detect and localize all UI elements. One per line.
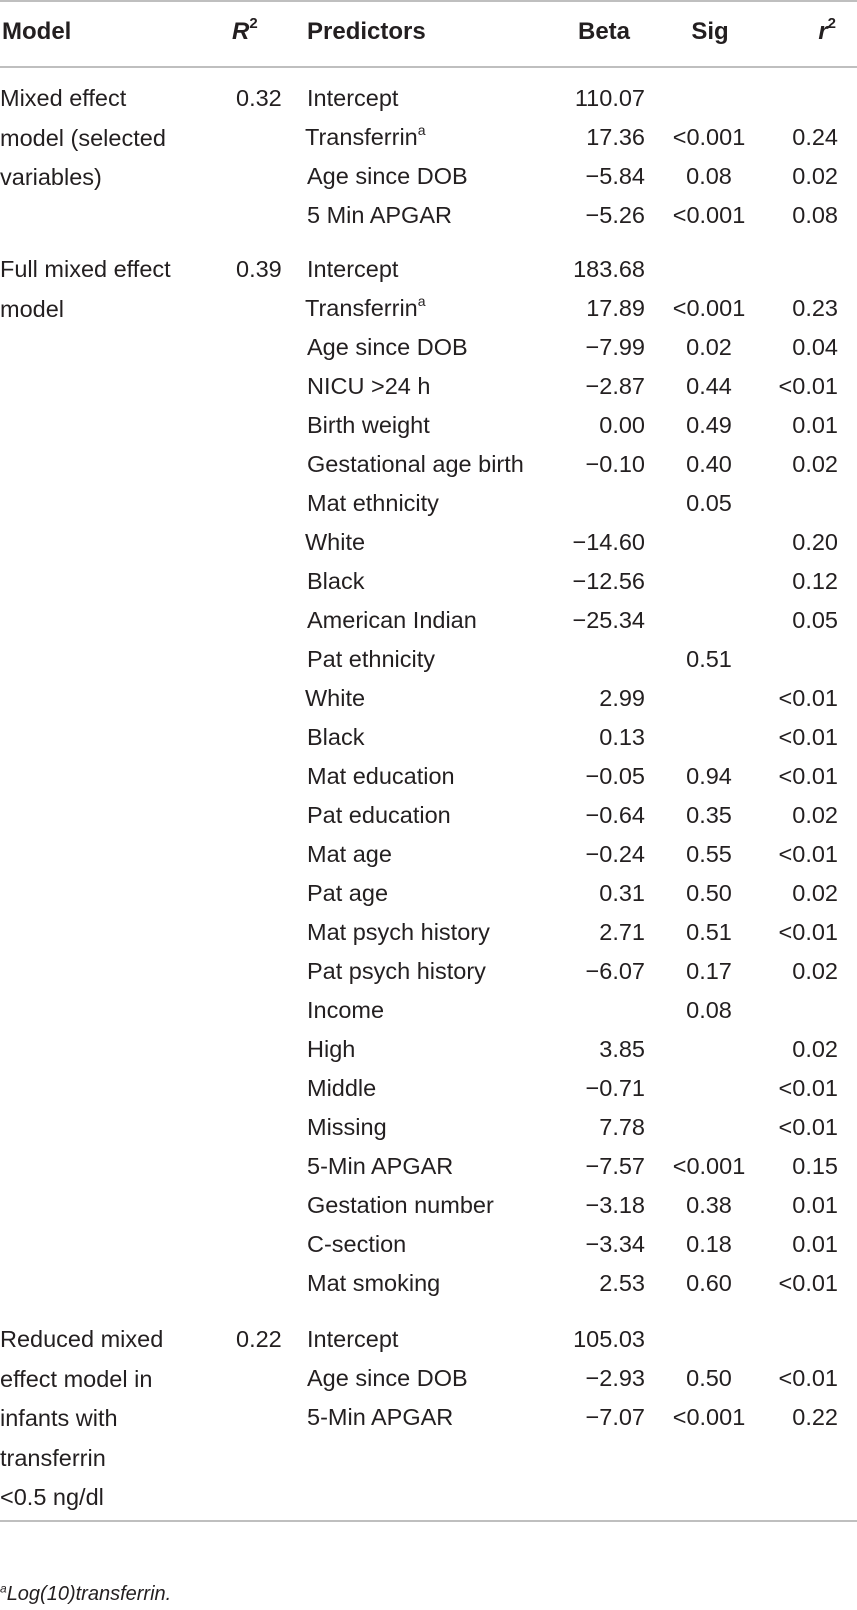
predictor-cell (307, 1265, 440, 1301)
predictor-cell (305, 680, 365, 716)
sig-cell: 0.02 (686, 334, 732, 360)
r-squared-cell: 0.02 (792, 451, 838, 477)
beta-cell: −7.57 (585, 1153, 645, 1179)
predictor-label: Age since DOB (307, 1365, 468, 1391)
beta-cell: 183.68 (573, 256, 645, 282)
sig-cell: 0.94 (686, 763, 732, 789)
r-squared-cell: 0.04 (792, 334, 838, 360)
predictor-cell (307, 992, 384, 1028)
r-squared-cell: 0.12 (792, 568, 838, 594)
beta-cell: −0.71 (585, 1075, 645, 1101)
predictor-cell (307, 914, 490, 950)
r-squared-cell: 0.22 (792, 1404, 838, 1430)
predictor-label: Gestation number (307, 1192, 494, 1218)
r-squared-cell: <0.01 (778, 1365, 838, 1391)
r-squared-cell: 0.02 (792, 1036, 838, 1062)
sig-cell (655, 524, 763, 560)
predictor-label: High (307, 1036, 356, 1062)
predictor-cell (307, 1031, 355, 1067)
beta-cell: 7.78 (599, 1114, 645, 1140)
model-name (0, 79, 225, 198)
predictor-cell (307, 602, 477, 638)
beta-cell: −2.93 (585, 1365, 645, 1391)
header-r-squared: $R^2$ (232, 15, 258, 45)
predictor-label: Pat ethnicity (307, 646, 436, 672)
model-r-squared: 0.22 (236, 1326, 282, 1352)
predictor-label: Mat age (307, 841, 392, 867)
predictor-label: NICU >24 h (307, 373, 431, 399)
beta-cell: 17.36 (586, 124, 645, 150)
beta-cell: 105.03 (573, 1326, 645, 1352)
beta-cell: −0.64 (585, 802, 645, 828)
predictor-cell (307, 1360, 468, 1396)
beta-cell: 17.89 (586, 295, 645, 321)
predictor-label: Birth weight (307, 412, 430, 438)
beta-cell: −25.34 (572, 607, 645, 633)
predictor-cell (305, 290, 426, 326)
sig-cell: 0.50 (686, 1365, 732, 1391)
sig-cell: 0.40 (686, 451, 732, 477)
header-small-r-squared: $r^2$ (818, 15, 836, 45)
model-name-line: effect model in (0, 1365, 153, 1392)
predictor-cell (307, 797, 451, 833)
predictor-cell (307, 1226, 406, 1262)
beta-cell: 0.31 (599, 880, 645, 906)
predictor-cell (307, 1187, 494, 1223)
predictor-cell (307, 953, 486, 989)
beta-cell (530, 485, 645, 521)
r-squared-cell (760, 1321, 838, 1357)
predictor-label: 5-Min APGAR (307, 1153, 454, 1179)
model-name-line: transferrin (0, 1444, 106, 1471)
r-squared-cell: <0.01 (778, 763, 838, 789)
sig-cell (655, 1321, 763, 1357)
predictor-cell (307, 446, 524, 482)
sig-cell: 0.05 (686, 490, 732, 516)
predictor-cell (307, 1070, 376, 1106)
sig-cell: 0.44 (686, 373, 732, 399)
r-squared-cell (760, 641, 838, 677)
top-rule (0, 0, 857, 2)
predictor-label: Age since DOB (307, 334, 468, 360)
predictor-label: Intercept (307, 1326, 399, 1352)
predictor-label: American Indian (307, 607, 477, 633)
sig-cell (655, 251, 763, 287)
predictor-label: Pat education (307, 802, 451, 828)
predictor-label: Intercept (307, 85, 399, 111)
sig-cell: 0.55 (686, 841, 732, 867)
sig-cell: <0.001 (672, 295, 746, 321)
predictor-label: Mat education (307, 763, 455, 789)
model-name-line: <0.5 ng/dl (0, 1484, 104, 1510)
predictor-label: Pat psych history (307, 958, 486, 984)
r-squared-cell: 0.24 (792, 124, 838, 150)
beta-cell: −0.10 (585, 451, 645, 477)
header-model: Model (2, 18, 72, 45)
header-predictors: Predictors (307, 18, 426, 45)
predictor-cell (307, 1109, 387, 1145)
r-squared-cell: 0.01 (792, 1231, 838, 1257)
predictor-label: White (305, 685, 366, 711)
r-squared-cell: <0.01 (778, 841, 838, 867)
predictor-label: Pat age (307, 880, 389, 906)
beta-cell: 2.99 (599, 685, 645, 711)
r-squared-cell (760, 80, 838, 116)
r-squared-cell: 0.15 (792, 1153, 838, 1179)
beta-cell (530, 992, 645, 1028)
beta-cell: 3.85 (599, 1036, 645, 1062)
predictor-cell (307, 641, 435, 677)
r-squared-cell: 0.08 (792, 202, 838, 228)
model-name-line: model (0, 295, 65, 322)
bottom-rule (0, 1520, 857, 1522)
r-squared-cell: 0.05 (792, 607, 838, 633)
beta-cell: −6.07 (585, 958, 645, 984)
sig-cell: <0.001 (672, 124, 746, 150)
predictor-cell (307, 875, 388, 911)
predictor-cell (307, 1148, 453, 1184)
beta-cell: −7.99 (585, 334, 645, 360)
beta-cell: −7.07 (585, 1404, 645, 1430)
predictor-label: White (305, 529, 366, 555)
footnote-marker: a (417, 122, 426, 139)
predictor-label: Transferrin (305, 295, 418, 321)
r-squared-cell: 0.02 (792, 163, 838, 189)
beta-cell: 2.71 (599, 919, 645, 945)
footnote-marker: a (417, 293, 426, 310)
beta-cell: −12.56 (572, 568, 645, 594)
predictor-cell (307, 563, 364, 599)
predictor-label: Gestational age birth (307, 451, 524, 477)
predictor-label: Mat smoking (307, 1270, 441, 1296)
model-r-squared: 0.39 (236, 256, 282, 282)
predictor-label: C-section (307, 1231, 407, 1257)
predictor-cell (307, 719, 364, 755)
beta-cell: −5.26 (585, 202, 645, 228)
predictor-label: Age since DOB (307, 163, 468, 189)
predictor-cell (305, 119, 426, 155)
predictor-cell (307, 1321, 398, 1357)
beta-cell: 2.53 (599, 1270, 645, 1296)
r-squared-cell: <0.01 (778, 724, 838, 750)
predictor-label: 5 Min APGAR (307, 202, 452, 228)
predictor-label: 5-Min APGAR (307, 1404, 454, 1430)
predictor-label: Middle (307, 1075, 377, 1101)
r-squared-cell (760, 251, 838, 287)
sig-cell: 0.49 (686, 412, 732, 438)
r-squared-cell: <0.01 (778, 373, 838, 399)
sig-cell: 0.60 (686, 1270, 732, 1296)
model-name-line: Reduced mixed (0, 1326, 164, 1352)
r-squared-cell: 0.02 (792, 802, 838, 828)
r-squared-cell (760, 992, 838, 1028)
model-r-squared: 0.32 (236, 85, 282, 111)
predictor-cell (307, 80, 398, 116)
beta-cell: −5.84 (585, 163, 645, 189)
beta-cell (530, 641, 645, 677)
sig-cell: <0.001 (672, 202, 746, 228)
predictor-cell (307, 197, 452, 233)
beta-cell: −0.24 (585, 841, 645, 867)
model-name-line: Mixed effect (0, 85, 127, 111)
model-name (0, 250, 225, 329)
model-name (0, 1320, 225, 1518)
r-squared-cell: <0.01 (778, 919, 838, 945)
predictor-cell (307, 1399, 453, 1435)
r-squared-cell: 0.01 (792, 412, 838, 438)
predictor-cell (305, 524, 365, 560)
sig-cell (655, 1031, 763, 1067)
predictor-label: Mat psych history (307, 919, 490, 945)
predictor-label: Mat ethnicity (307, 490, 439, 516)
sig-cell: 0.35 (686, 802, 732, 828)
sig-cell: 0.51 (686, 919, 732, 945)
sig-cell: 0.50 (686, 880, 732, 906)
r-squared-cell: 0.02 (792, 880, 838, 906)
sig-cell: <0.001 (672, 1153, 746, 1179)
footnote: $^a$Log(10)transferrin. (0, 1581, 172, 1605)
beta-cell: −3.18 (585, 1192, 645, 1218)
beta-cell: −2.87 (585, 373, 645, 399)
sig-cell (655, 1109, 763, 1145)
r-squared-cell: 0.02 (792, 958, 838, 984)
predictor-cell (307, 368, 430, 404)
sig-cell (655, 602, 763, 638)
sig-cell: 0.08 (686, 997, 732, 1023)
sig-cell: <0.001 (672, 1404, 746, 1430)
sig-cell (655, 563, 763, 599)
beta-cell: 0.13 (599, 724, 645, 750)
r-squared-cell: 0.20 (792, 529, 838, 555)
predictor-cell (307, 251, 398, 287)
predictor-cell (307, 485, 439, 521)
sig-cell: 0.17 (686, 958, 732, 984)
sig-cell (655, 719, 763, 755)
r-squared-cell: <0.01 (778, 1075, 838, 1101)
header-sig: Sig (691, 18, 729, 45)
r-squared-cell (760, 485, 838, 521)
model-name-line: infants with (0, 1405, 118, 1431)
predictor-label: Black (307, 568, 365, 594)
header-rule (0, 66, 857, 68)
predictor-cell (307, 758, 455, 794)
sig-cell: 0.08 (686, 163, 732, 189)
predictor-cell (307, 329, 468, 365)
header-beta: Beta (577, 18, 631, 45)
sig-cell: 0.38 (686, 1192, 732, 1218)
beta-cell: 110.07 (574, 85, 645, 111)
r-squared-cell: <0.01 (778, 1270, 838, 1296)
r-squared-cell: <0.01 (778, 685, 838, 711)
model-name-line: model (selected (0, 124, 166, 151)
predictor-label: Income (307, 997, 385, 1023)
sig-cell: 0.18 (686, 1231, 732, 1257)
beta-cell: −14.60 (572, 529, 645, 555)
predictor-label: Intercept (307, 256, 399, 282)
sig-cell (655, 80, 763, 116)
beta-cell: −0.05 (585, 763, 645, 789)
beta-cell: −3.34 (585, 1231, 645, 1257)
predictor-label: Missing (307, 1114, 387, 1140)
r-squared-cell: <0.01 (778, 1114, 838, 1140)
predictor-cell (307, 407, 430, 443)
model-name-line: variables) (0, 164, 102, 190)
r-squared-cell: 0.01 (792, 1192, 838, 1218)
predictor-label: Transferrin (305, 124, 418, 150)
sig-cell (655, 680, 763, 716)
r-squared-cell: 0.23 (792, 295, 838, 321)
model-name-line: Full mixed effect (0, 256, 171, 282)
predictor-label: Black (307, 724, 365, 750)
sig-cell: 0.51 (686, 646, 732, 672)
beta-cell: 0.00 (599, 412, 645, 438)
predictor-cell (307, 158, 468, 194)
predictor-cell (307, 836, 392, 872)
sig-cell (655, 1070, 763, 1106)
